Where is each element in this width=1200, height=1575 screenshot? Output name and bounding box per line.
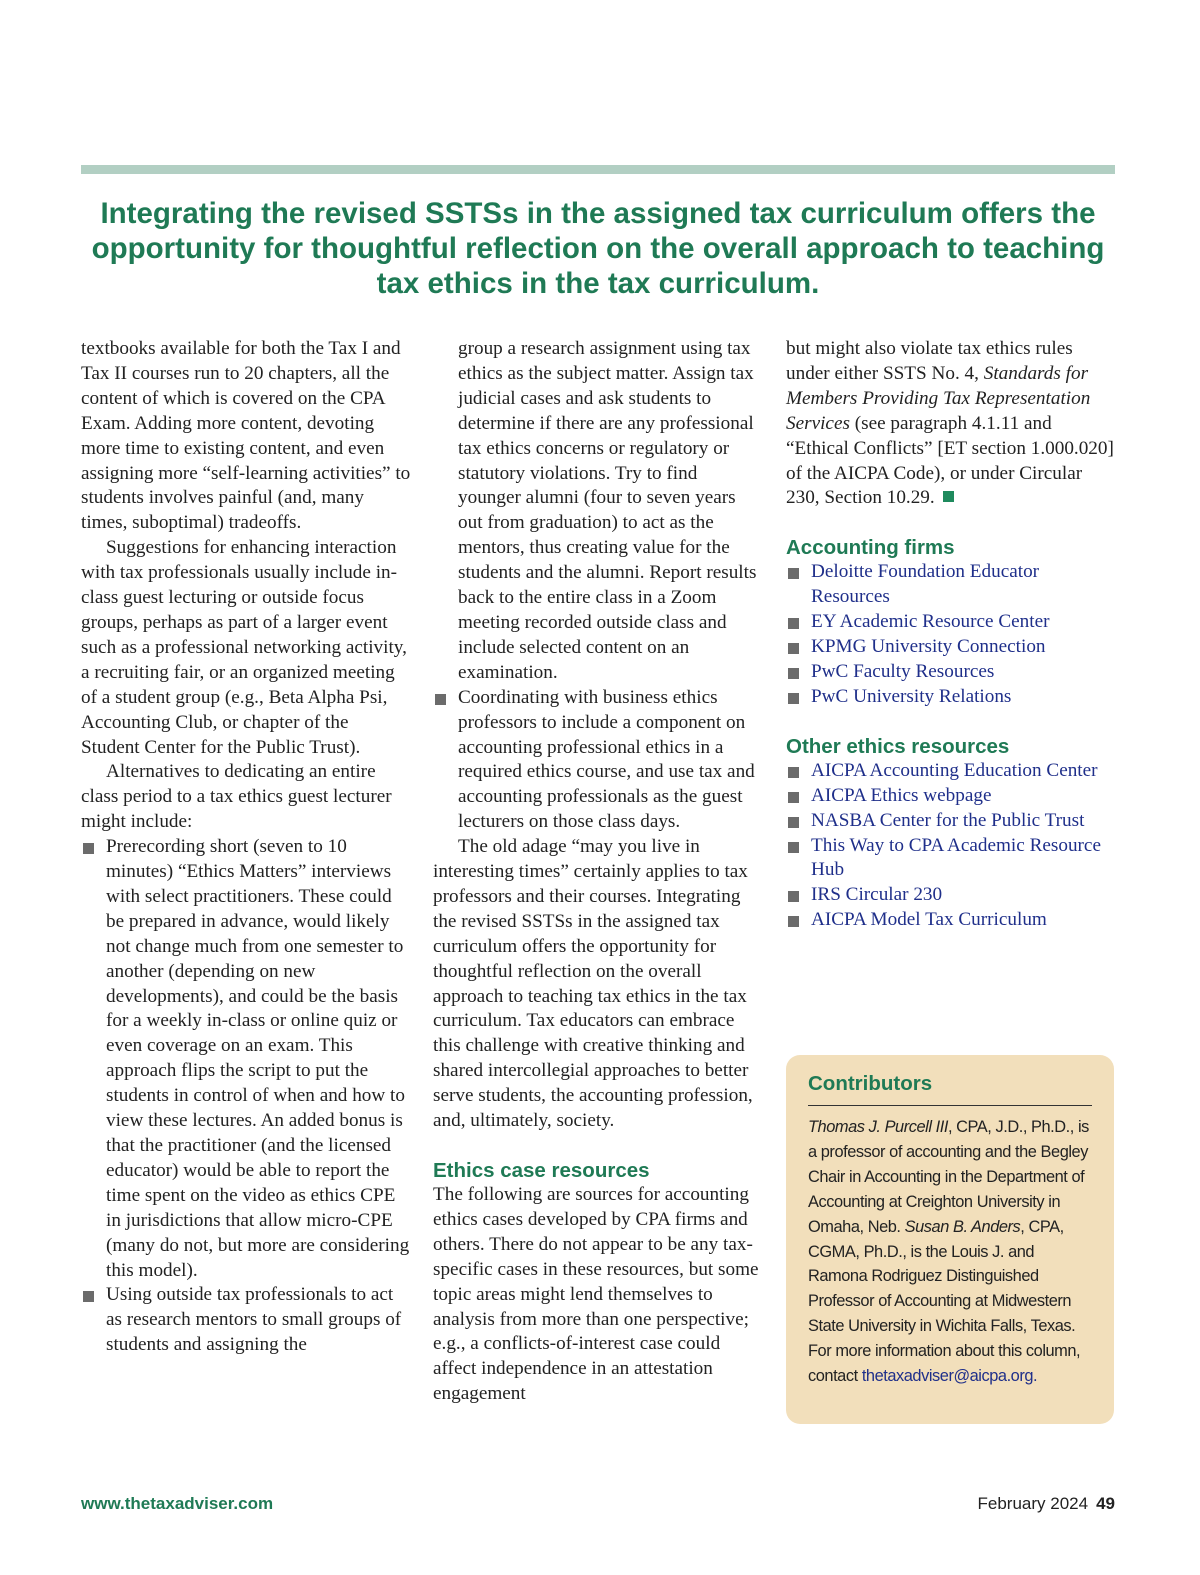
ssts-no4-title: Standards for Members Providing Tax Representation Services — [786, 362, 1091, 434]
link-pwc-university[interactable] — [786, 685, 1116, 710]
col2-paragraph-sources: The following are sources for accounting ethics cases developed by CPA firms and others. There do not appear to be any tax-specific cases in these resources, but some topic areas might lend themselves to analysis from more than one perspective; e.g., a conflicts-of-interest case could affect independence in an attestation engagement — [433, 1184, 759, 1405]
page-number: 49 — [1096, 1494, 1115, 1513]
square-bullet-icon — [788, 891, 799, 902]
other-ethics-resources-heading: Other ethics resources — [786, 734, 1010, 758]
contributor-bio-2: , CPA, CGMA, Ph.D., is the Louis J. and Ramona Rodriguez Distinguished Professor of Accounting at Midwestern State University in Wichita Falls, Texas. For more information about this column, contact — [808, 1217, 1081, 1386]
link-deloitte[interactable] — [786, 560, 1116, 610]
column-1 — [81, 337, 411, 1358]
alternatives-list-continued — [433, 686, 763, 835]
col1-paragraph-3: Alternatives to dedicating an entire class period to a tax ethics guest lecturer might include: — [81, 761, 392, 833]
end-of-article-icon — [943, 491, 954, 502]
square-bullet-icon — [788, 817, 799, 828]
link-nasba[interactable] — [786, 809, 1116, 834]
link-text[interactable]: AICPA Accounting Education Center — [811, 759, 1098, 781]
link-text[interactable]: PwC Faculty Resources — [811, 660, 995, 682]
bullet-text: Coordinating with business ethics professors to include a component on accounting professional ethics in a required ethics course, and use tax and accounting professionals as the guest lecturers on those class days. — [458, 686, 755, 833]
link-aicpa-ethics[interactable] — [786, 784, 1116, 809]
square-bullet-icon — [83, 843, 94, 854]
contact-email-period: . — [1033, 1367, 1038, 1386]
footer-date-page — [978, 1493, 1116, 1515]
link-aicpa-model-tax-curriculum[interactable] — [786, 908, 1116, 933]
link-text[interactable]: NASBA Center for the Public Trust — [811, 809, 1085, 831]
accounting-firms-heading: Accounting firms — [786, 536, 955, 560]
square-bullet-icon — [788, 767, 799, 778]
col1-paragraph-1: textbooks available for both the Tax I and Tax II courses run to 20 chapters, all the content of which is covered on the CPA Exam. Adding more content, devoting more time to existing content, and even assigning more “self-learning activities” to students involves painful (and, many times, suboptimal) tradeoffs. — [81, 338, 411, 534]
link-ey[interactable] — [786, 610, 1116, 635]
column-2 — [433, 337, 763, 1407]
other-resources-list — [786, 759, 1116, 933]
link-text[interactable]: IRS Circular 230 — [811, 884, 943, 906]
contributors-bio — [808, 1115, 1092, 1389]
link-text[interactable]: PwC University Relations — [811, 685, 1012, 707]
square-bullet-icon — [788, 792, 799, 803]
link-pwc-faculty[interactable] — [786, 660, 1116, 685]
bullet-continuation: group a research assignment using tax ethics as the subject matter. Assign tax judicial cases and ask students to determine if there are any professional tax ethics concerns or regulatory or statutory violations. Try to find younger alumni (four to seven years out from graduation) to act as the mentors, thus creating value for the students and the alumni. Report results back to the entire class in a Zoom meeting recorded outside class and include selected content on an examination. — [458, 338, 757, 683]
link-this-way-to-cpa[interactable] — [786, 834, 1116, 884]
ethics-case-resources-heading: Ethics case resources — [433, 1159, 650, 1182]
contributor-bio-1: , CPA, J.D., Ph.D., is a professor of accounting and the Begley Chair in Accounting in the Department of Accounting at Creighton University in Omaha, Neb. — [808, 1118, 1089, 1236]
contributor-name-1: Thomas J. Purcell III — [808, 1118, 948, 1136]
contributors-box — [786, 1055, 1114, 1424]
top-rule — [81, 165, 1115, 174]
column-3 — [786, 337, 1116, 933]
col1-paragraph-2: Suggestions for enhancing interaction with tax professionals usually include in-class guest lecturing or outside focus groups, perhaps as part of a larger event such as a professional networking activity, a recruiting fair, or an organized meeting of a student group (e.g., Beta Alpha Psi, Accounting Club, or chapter of the Student Center for the Public Trust). — [81, 537, 407, 758]
pull-quote: Integrating the revised SSTSs in the assigned tax curriculum offers the opportunity for thoughtful reflection on the overall approach to teaching tax ethics in the tax curriculum. — [91, 197, 1105, 300]
link-text[interactable]: AICPA Model Tax Curriculum — [811, 909, 1047, 931]
square-bullet-icon — [788, 693, 799, 704]
contributor-name-2: Susan B. Anders — [904, 1217, 1021, 1236]
footer-website[interactable]: www.thetaxadviser.com — [81, 1494, 274, 1513]
square-bullet-icon — [788, 668, 799, 679]
accounting-firms-list — [786, 560, 1116, 709]
contributors-title: Contributors — [808, 1071, 1092, 1106]
link-aicpa-accounting-education[interactable] — [786, 759, 1116, 784]
bullet-text: Using outside tax professionals to act as research mentors to small groups of students and assigning the — [106, 1284, 402, 1356]
col3-paragraph-1 — [786, 337, 1116, 511]
link-text[interactable]: This Way to CPA Academic Resource Hub — [811, 834, 1101, 881]
text-span: (see paragraph 4.1.11 and “Ethical Conflicts” [ET section 1.000.020] of the AICPA Code), or under Circular 230, Section 10.29. — [786, 412, 1114, 509]
list-item — [81, 835, 411, 1283]
list-item — [433, 686, 763, 835]
link-text[interactable]: Deloitte Foundation Educator Resources — [811, 561, 1040, 608]
link-text[interactable]: KPMG University Connection — [811, 636, 1046, 658]
square-bullet-icon — [788, 842, 799, 853]
square-bullet-icon — [435, 694, 446, 705]
contact-email-link[interactable]: thetaxadviser@aicpa.org — [861, 1367, 1034, 1386]
text-span: but might also violate tax ethics rules under either SSTS No. 4, — [786, 338, 1073, 384]
link-irs-circular-230[interactable] — [786, 883, 1116, 908]
list-item — [81, 1283, 411, 1358]
link-text[interactable]: EY Academic Resource Center — [811, 611, 1050, 633]
square-bullet-icon — [788, 618, 799, 629]
square-bullet-icon — [788, 643, 799, 654]
footer-date: February 2024 — [977, 1494, 1089, 1513]
link-text[interactable]: AICPA Ethics webpage — [811, 784, 992, 806]
col2-paragraph-adage: The old adage “may you live in interesting times” certainly applies to tax professors and their courses. Integrating the revised SSTSs in the assigned tax curriculum offers the opportunity for thoughtful reflection on the overall approach to teaching tax ethics in the tax curriculum. Tax educators can embrace this challenge with creative thinking and shared intercollegial approaches to better serve students, the accounting profession, and, ultimately, society. — [433, 836, 753, 1132]
square-bullet-icon — [788, 568, 799, 579]
square-bullet-icon — [788, 916, 799, 927]
alternatives-list — [81, 835, 411, 1358]
square-bullet-icon — [83, 1291, 94, 1302]
link-kpmg[interactable] — [786, 635, 1116, 660]
bullet-text: Prerecording short (seven to 10 minutes) “Ethics Matters” interviews with select practitioners. These could be prepared in advance, would likely not change much from one semester to another (depending on new developments), and could be the basis for a weekly in-class or online quiz or even coverage on an exam. This approach flips the script to put the students in control of when and how to view these lectures. An added bonus is that the practitioner (and the licensed educator) would be able to report the time spent on the video as ethics CPE in jurisdictions that allow micro-CPE (many do not, but more are considering this model). — [106, 836, 410, 1281]
